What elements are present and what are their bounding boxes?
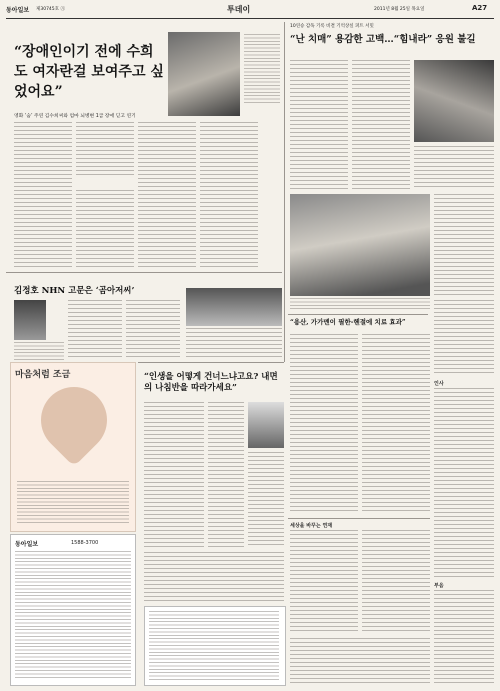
story3-body-col1 (68, 300, 122, 360)
page-number: A27 (472, 4, 488, 12)
story2-photo-caption (290, 298, 430, 310)
story1-body-col2 (76, 122, 134, 268)
story2-body-col3 (414, 146, 494, 190)
story3-headline: 김정호 NHN 고문은 ‘곰아저씨’ (14, 286, 135, 296)
masthead (6, 4, 494, 18)
bottom-table (144, 606, 286, 686)
story4-headline: “인생을 어떻게 건너느냐고요? 내면의 나침반을 따라가세요” (144, 372, 278, 393)
story3-rule (6, 272, 282, 273)
sidebar-box-body (434, 388, 494, 578)
story1-quote: “장애인이기 전에 수희도 여자란걸 보여주고 싶었어요” (14, 44, 164, 100)
bottom-col1 (290, 530, 358, 634)
story2-headline: “난 치매” 용감한 고백…“힘내라” 응원 불길 (290, 34, 476, 45)
masthead-rule (6, 18, 494, 19)
subscription-box (10, 534, 136, 686)
ad-panel (10, 362, 136, 532)
issue-date: 2011년 8월 25일 목요일 (374, 7, 425, 12)
story2-body-col4 (434, 194, 494, 296)
bottom-table-body (149, 611, 279, 681)
story4-body-col3 (248, 452, 284, 548)
story2-photo2 (290, 194, 430, 296)
subscription-brand: 동아일보 (15, 541, 39, 548)
story1-subhead (76, 176, 134, 190)
story2-body-col2 (352, 60, 410, 190)
story5-rule (288, 314, 428, 315)
story1-photo (168, 32, 240, 116)
story3-body-col2 (126, 300, 180, 360)
story5-headline: “용산, 가가멘이 필한-헨절에 치료 효과” (290, 318, 406, 326)
bottom-col3 (144, 552, 284, 602)
story1-body-col3 (138, 122, 196, 268)
story5-body-col2 (362, 334, 430, 514)
ad-title: 마음처럼 조금 (15, 370, 71, 380)
column-divider (284, 22, 285, 362)
sidebar-box-title: 인사 (434, 381, 444, 387)
bottom-rule (288, 518, 430, 519)
story3-photo2 (186, 288, 282, 326)
issue-info: 제30745호 ㊇ (36, 7, 65, 12)
sidebar-brief (434, 300, 494, 376)
story5-body-col1 (290, 334, 358, 514)
story4-photo (248, 402, 284, 448)
bottom-col4 (290, 638, 430, 684)
story2-photo (414, 60, 494, 142)
ad-heart (27, 373, 120, 466)
story4-body-col2 (208, 402, 244, 548)
story1-body-col1 (14, 122, 72, 268)
story1-deck: 영화 ‘숨’ 주연 김수희씨와 엄마 뇌병변 1급 장애 딛고 연기 (14, 114, 136, 119)
section-title: 투데이 (227, 5, 251, 14)
story2-body-col1 (290, 60, 348, 190)
sidebar-box2-title: 부음 (434, 583, 444, 589)
sidebar-box2-body (434, 590, 494, 684)
story2-kicker: 10연승 감독 기록 비결 기억상실 퍼트 서밋 (290, 24, 374, 29)
subscription-phone: 1588-3700 (71, 540, 99, 546)
story3-caption (14, 342, 64, 360)
story1-caption (244, 34, 280, 104)
story1-body-col4 (200, 122, 258, 268)
story3-body-col3 (186, 328, 282, 360)
subscription-text (15, 551, 131, 679)
story4-body-col1 (144, 402, 204, 548)
bottom-col2 (362, 530, 430, 634)
story3-photo (14, 300, 46, 340)
paper-name: 동아일보 (6, 7, 30, 14)
ad-copy (17, 481, 129, 523)
story4-rule (138, 362, 284, 363)
bottom-box-title: 세상을 바꾸는 연재 (290, 523, 333, 529)
